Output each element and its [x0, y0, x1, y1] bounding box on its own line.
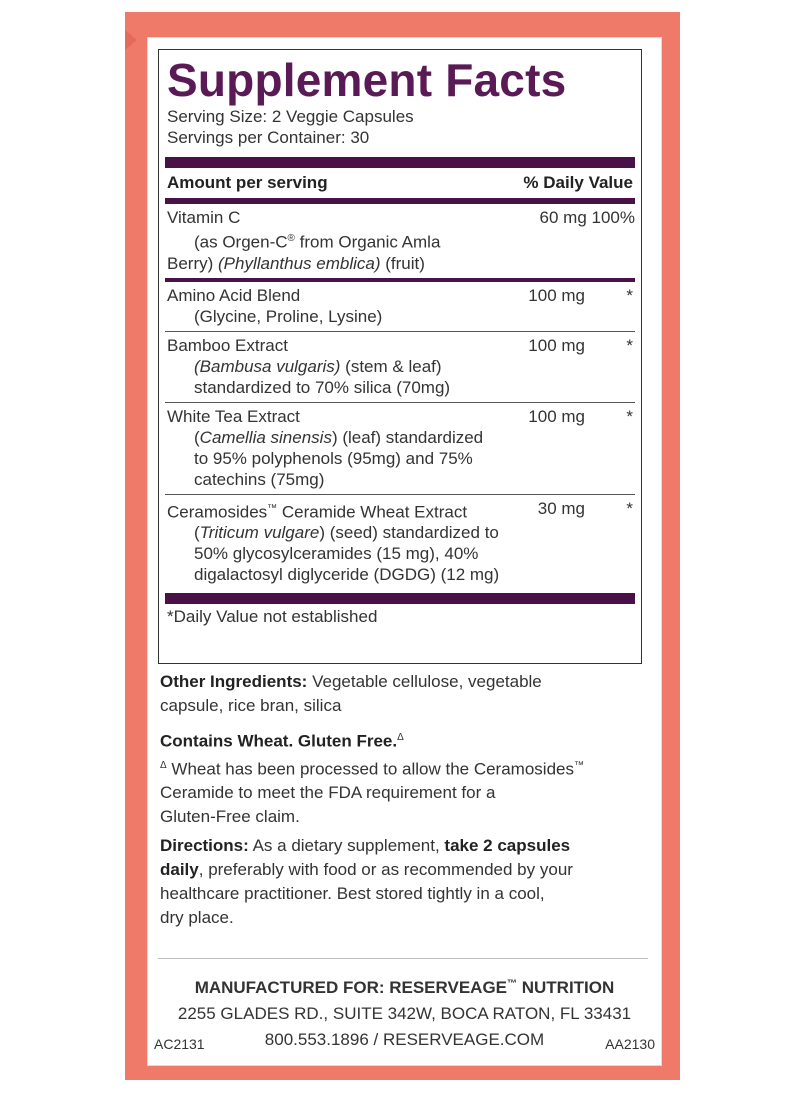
- nutrient-desc: (as Orgen-C® from Organic Amla: [194, 232, 441, 252]
- nutrient-desc-2: Berry) (Phyllanthus emblica) (fruit): [167, 253, 425, 273]
- directions: Directions: As a dietary supplement, take 2 capsules daily, preferably with food or as recommended by your healthcare practitioner. Best stored tightly in a cool, dry place.: [160, 836, 573, 927]
- nutrient-row-amino-acid-blend: [165, 282, 635, 331]
- nutrient-desc-3: digalactosyl diglyceride (DGDG) (12 mg): [194, 565, 500, 585]
- nutrient-name: Amino Acid Blend: [167, 285, 301, 305]
- allergen-statement: Contains Wheat. Gluten Free.$^\Delta$ $^\Delta$ Wheat has been processed to allow the Ceramosides™ Ceramide to meet the FDA requirement for a Gluten-Free claim.: [160, 731, 584, 827]
- nutrient-row-white-tea-extract: [165, 403, 635, 494]
- manufacturer-line: MANUFACTURED FOR: RESERVEAGE™ NUTRITION: [194, 978, 615, 997]
- header-dv: % Daily Value: [523, 173, 633, 192]
- nutrient-amount: 100 mg: [528, 335, 585, 355]
- header-amount: Amount per serving: [167, 173, 328, 192]
- divider-footer: [158, 958, 648, 959]
- nutrient-desc: (Glycine, Proline, Lysine): [194, 306, 383, 326]
- serving-size: Serving Size: 2 Veggie Capsules: [167, 107, 414, 126]
- other-ingredients: Other Ingredients: Vegetable cellulose, vegetable capsule, rice bran, silica: [160, 672, 542, 715]
- nutrient-desc-3: catechins (75mg): [194, 469, 325, 489]
- nutrient-name: Vitamin C: [167, 208, 241, 227]
- nutrient-desc: (Triticum vulgare) (seed) standardized to: [194, 523, 499, 543]
- nutrient-row-ceramosides: [165, 495, 635, 590]
- nutrient-row-vitamin-c: [165, 204, 635, 278]
- nutrient-amount: 100 mg: [528, 406, 585, 426]
- code-right: AA2130: [605, 1036, 655, 1052]
- divider-thick: [165, 157, 635, 168]
- nutrient-name: Ceramosides™ Ceramide Wheat Extract: [167, 502, 468, 522]
- nutrient-row-bamboo-extract: [165, 332, 635, 402]
- nutrient-dv: *: [626, 498, 633, 518]
- nutrient-dv: *: [626, 335, 633, 355]
- manufacturer-address: 2255 GLADES RD., SUITE 342W, BOCA RATON, FL 33431: [177, 1004, 632, 1023]
- nutrient-desc-2: standardized to 70% silica (70mg): [194, 377, 451, 397]
- nutrient-desc-2: to 95% polyphenols (95mg) and 75%: [194, 448, 473, 468]
- manufacturer-contact: 800.553.1896 / RESERVEAGE.COM: [264, 1030, 545, 1049]
- nutrient-dv: *: [626, 285, 633, 305]
- nutrient-amount: 100 mg: [528, 285, 585, 305]
- dv-note: *Daily Value not established: [167, 607, 378, 627]
- facts-title: Supplement Facts: [167, 54, 567, 106]
- package-notch: [125, 30, 137, 50]
- nutrient-dv: *: [626, 406, 633, 426]
- facts-header: [165, 168, 635, 198]
- nutrient-amount: 30 mg: [537, 498, 585, 518]
- nutrient-desc: (Bambusa vulgaris) (stem & leaf): [194, 356, 442, 376]
- nutrient-desc-2: 50% glycosylceramides (15 mg), 40%: [194, 544, 479, 564]
- nutrient-desc: (Camellia sinensis) (leaf) standardized: [194, 427, 484, 447]
- supplement-facts-panel: [158, 49, 642, 664]
- nutrient-name: Bamboo Extract: [167, 335, 288, 355]
- servings-per-container: Servings per Container: 30: [167, 128, 370, 147]
- code-left: AC2131: [154, 1036, 205, 1052]
- supplement-label: [147, 37, 662, 1066]
- nutrient-amount-dv: 60 mg 100%: [539, 208, 635, 227]
- divider-thick: [165, 593, 635, 604]
- nutrient-name: White Tea Extract: [167, 406, 300, 426]
